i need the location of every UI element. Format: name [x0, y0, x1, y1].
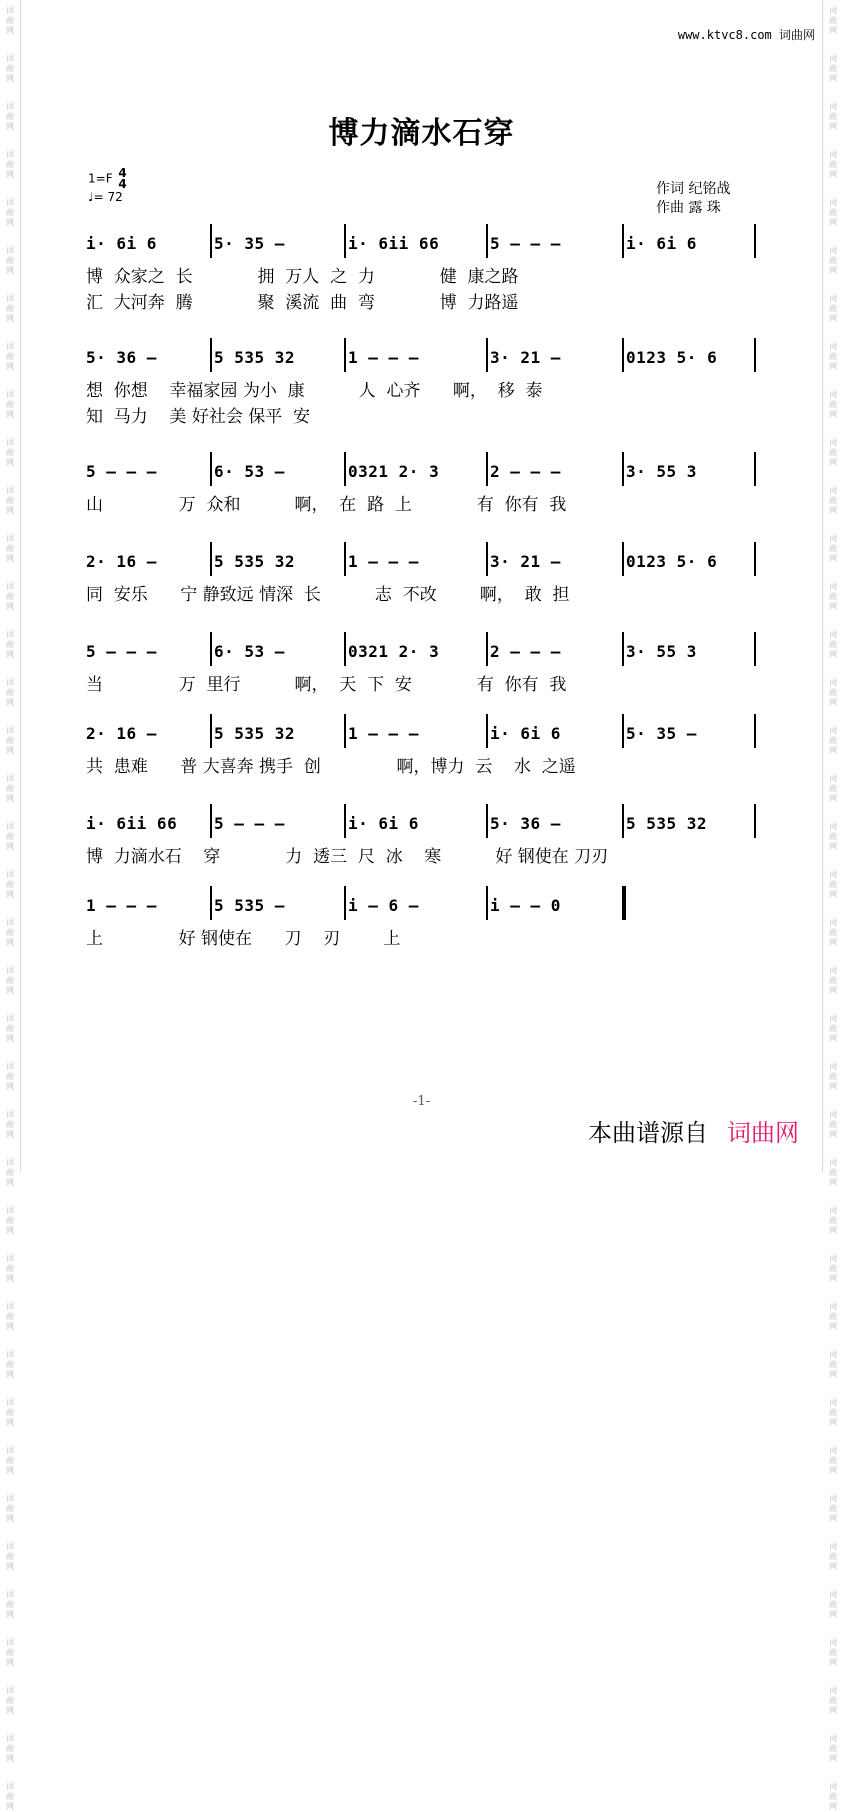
measure: 6· 53 –: [214, 642, 285, 661]
bar-line: [210, 886, 212, 920]
watermark-text: 词曲网: [6, 1398, 14, 1427]
watermark-text: 词曲网: [829, 1542, 837, 1571]
watermark-text: 词曲网: [6, 1734, 14, 1763]
bar-line: [754, 338, 756, 372]
watermark-text: 词曲网: [829, 150, 837, 179]
bar-line: [344, 542, 346, 576]
watermark-text: 词曲网: [829, 342, 837, 371]
watermark-text: 词曲网: [6, 486, 14, 515]
source-label: 本曲谱源自: [588, 1119, 708, 1147]
watermark-text: 词曲网: [6, 1254, 14, 1283]
watermark-text: 词曲网: [6, 918, 14, 947]
watermark-text: 词曲网: [6, 1542, 14, 1571]
lyric-line: 共 患难 普 大喜奔 携手 创 啊，博力 云 水 之遥: [86, 757, 576, 777]
bar-line: [754, 224, 756, 258]
measure: 5 535 –: [214, 896, 285, 915]
watermark-text: 词曲网: [829, 774, 837, 803]
lyric-line: 当 万 里行 啊， 天 下 安 有 你有 我: [86, 675, 567, 695]
bar-line: [210, 542, 212, 576]
watermark-text: 词曲网: [829, 438, 837, 467]
watermark-text: 词曲网: [829, 1686, 837, 1715]
watermark-text: 词曲网: [829, 678, 837, 707]
measure: 0123 5· 6: [626, 348, 718, 367]
watermark-text: 词曲网: [829, 246, 837, 275]
watermark-text: 词曲网: [829, 1782, 837, 1811]
watermark-text: 词曲网: [6, 1206, 14, 1235]
measure: 2 – – –: [490, 462, 561, 481]
watermark-text: 词曲网: [829, 1494, 837, 1523]
time-signature: 4 4: [118, 166, 127, 191]
watermark-text: 词曲网: [829, 822, 837, 851]
watermark-text: 词曲网: [829, 1158, 837, 1187]
measure: 2· 16 –: [86, 724, 157, 743]
bar-line: [486, 452, 488, 486]
lyric-line: 博 力滴水石 穿 力 透三 尺 冰 寒 好 钢使在 刀刃: [86, 847, 609, 867]
lyric-line: 汇 大河奔 腾 聚 溪流 曲 弯 博 力路遥: [86, 293, 519, 313]
watermark-text: 词曲网: [829, 1110, 837, 1139]
bar-line: [210, 452, 212, 486]
watermark-text: 词曲网: [829, 918, 837, 947]
site-url[interactable]: www.ktvc8.com 词曲网: [677, 28, 815, 42]
watermark-text: 词曲网: [829, 1350, 837, 1379]
measure: i – 6 –: [348, 896, 419, 915]
bar-line: [754, 542, 756, 576]
watermark-text: 词曲网: [829, 102, 837, 131]
watermark-text: 词曲网: [6, 774, 14, 803]
notation-line: [86, 342, 766, 372]
notation-line: [86, 808, 766, 838]
watermark-text: 词曲网: [6, 1350, 14, 1379]
measure: 5 – – –: [490, 234, 561, 253]
watermark-text: 词曲网: [829, 534, 837, 563]
watermark-text: 词曲网: [829, 582, 837, 611]
watermark-text: 词曲网: [6, 726, 14, 755]
right-margin-line: [822, 0, 823, 1172]
watermark-text: 词曲网: [829, 1398, 837, 1427]
bar-line: [622, 632, 624, 666]
bar-line: [622, 542, 624, 576]
watermark-text: 词曲网: [6, 534, 14, 563]
bar-line: [344, 632, 346, 666]
bar-line: [754, 452, 756, 486]
measure: 1 – – –: [348, 552, 419, 571]
watermark-text: 词曲网: [6, 1638, 14, 1667]
measure: 5 535 32: [214, 348, 296, 367]
watermark-text: 词曲网: [6, 1494, 14, 1523]
bar-line: [210, 224, 212, 258]
watermark-text: 词曲网: [829, 1254, 837, 1283]
watermark-text: 词曲网: [6, 342, 14, 371]
measure: i – – 0: [490, 896, 561, 915]
tempo-mark: ♩= 72: [88, 190, 123, 204]
watermark-text: 词曲网: [829, 486, 837, 515]
bar-line: [344, 886, 346, 920]
watermark-text: 词曲网: [6, 966, 14, 995]
watermark-text: 词曲网: [6, 1446, 14, 1475]
measure: 5 – – –: [214, 814, 285, 833]
notation-line: [86, 456, 766, 486]
watermark-text: 词曲网: [829, 54, 837, 83]
notation-line: [86, 890, 766, 920]
watermark-text: 词曲网: [829, 966, 837, 995]
bar-line: [344, 804, 346, 838]
measure: 0321 2· 3: [348, 462, 440, 481]
measure: i· 6i 6: [348, 814, 419, 833]
bar-line: [486, 886, 488, 920]
watermark-text: 词曲网: [6, 822, 14, 851]
measure: 3· 55 3: [626, 462, 697, 481]
measure: i· 6i 6: [626, 234, 697, 253]
final-bar-line: [622, 886, 626, 920]
watermark-text: 词曲网: [6, 438, 14, 467]
watermark-text: 词曲网: [829, 1014, 837, 1043]
measure: 2 – – –: [490, 642, 561, 661]
lyric-line: 同 安乐 宁 静致远 情深 长 志 不改 啊， 敢 担: [86, 585, 570, 605]
watermark-text: 词曲网: [6, 1590, 14, 1619]
watermark-text: 词曲网: [6, 54, 14, 83]
watermark-text: 词曲网: [829, 726, 837, 755]
bar-line: [344, 338, 346, 372]
watermark-text: 词曲网: [829, 630, 837, 659]
bar-line: [622, 452, 624, 486]
bar-line: [210, 714, 212, 748]
measure: 5· 36 –: [490, 814, 561, 833]
bar-line: [210, 804, 212, 838]
measure: 3· 21 –: [490, 348, 561, 367]
lyric-line: 想 你想 幸福家园 为小 康 人 心齐 啊， 移 泰: [86, 381, 543, 401]
bar-line: [344, 452, 346, 486]
measure: 5 535 32: [626, 814, 708, 833]
watermark-text: 词曲网: [829, 1206, 837, 1235]
watermark-text: 词曲网: [829, 390, 837, 419]
bar-line: [622, 338, 624, 372]
watermark-text: 词曲网: [6, 294, 14, 323]
watermark-text: 词曲网: [829, 1446, 837, 1475]
watermark-text: 词曲网: [6, 1062, 14, 1091]
key-label: 1=F: [88, 171, 113, 186]
watermark-text: 词曲网: [6, 678, 14, 707]
lyric-line: 山 万 众和 啊， 在 路 上 有 你有 我: [86, 495, 567, 515]
measure: 5 535 32: [214, 552, 296, 571]
measure: 3· 55 3: [626, 642, 697, 661]
watermark-text: 词曲网: [829, 1062, 837, 1091]
bar-line: [210, 338, 212, 372]
notation-line: [86, 636, 766, 666]
measure: 6· 53 –: [214, 462, 285, 481]
measure: 5 – – –: [86, 642, 157, 661]
left-watermark: [3, 0, 17, 1811]
bar-line: [486, 632, 488, 666]
bar-line: [344, 714, 346, 748]
measure: i· 6i 6: [86, 234, 157, 253]
measure: 0321 2· 3: [348, 642, 440, 661]
credits: [656, 180, 730, 218]
watermark-text: 词曲网: [829, 1734, 837, 1763]
bar-line: [754, 714, 756, 748]
key-signature: [88, 168, 127, 205]
measure: 1 – – –: [348, 348, 419, 367]
lyric-line: 上 好 钢使在 刀 刃 上: [86, 929, 401, 949]
measure: 3· 21 –: [490, 552, 561, 571]
watermark-text: 词曲网: [829, 1638, 837, 1667]
measure: 2· 16 –: [86, 552, 157, 571]
watermark-text: 词曲网: [6, 1686, 14, 1715]
bar-line: [622, 224, 624, 258]
bar-line: [210, 632, 212, 666]
right-watermark: [826, 0, 840, 1811]
bar-line: [754, 632, 756, 666]
measure: 5 535 32: [214, 724, 296, 743]
bar-line: [486, 224, 488, 258]
song-title: 博力滴水石穿: [328, 116, 515, 151]
watermark-text: 词曲网: [829, 1302, 837, 1331]
bar-line: [622, 714, 624, 748]
watermark-text: 词曲网: [829, 870, 837, 899]
notation-line: [86, 718, 766, 748]
bar-line: [622, 804, 624, 838]
watermark-text: 词曲网: [6, 246, 14, 275]
lyric-line: 知 马力 美 好社会 保平 安: [86, 407, 311, 427]
watermark-text: 词曲网: [6, 1158, 14, 1187]
bar-line: [344, 224, 346, 258]
measure: i· 6i 6: [490, 724, 561, 743]
watermark-text: 词曲网: [829, 6, 837, 35]
measure: 5· 35 –: [626, 724, 697, 743]
source-brand[interactable]: 词曲网: [727, 1119, 799, 1147]
watermark-text: 词曲网: [6, 102, 14, 131]
watermark-text: 词曲网: [829, 198, 837, 227]
left-margin-line: [20, 0, 21, 1172]
measure: 1 – – –: [86, 896, 157, 915]
measure: 5· 36 –: [86, 348, 157, 367]
watermark-text: 词曲网: [6, 1110, 14, 1139]
bar-line: [486, 714, 488, 748]
measure: i· 6ii 66: [348, 234, 440, 253]
watermark-text: 词曲网: [6, 1302, 14, 1331]
lyricist-credit: 作词 纪铭战: [656, 181, 731, 197]
watermark-text: 词曲网: [6, 1782, 14, 1811]
measure: 0123 5· 6: [626, 552, 718, 571]
measure: 5· 35 –: [214, 234, 285, 253]
bar-line: [754, 804, 756, 838]
lyric-line: 博 众家之 长 拥 万人 之 力 健 康之路: [86, 267, 519, 287]
watermark-text: 词曲网: [829, 1590, 837, 1619]
watermark-text: 词曲网: [6, 870, 14, 899]
watermark-text: 词曲网: [6, 6, 14, 35]
watermark-text: 词曲网: [6, 150, 14, 179]
bar-line: [486, 804, 488, 838]
bar-line: [486, 542, 488, 576]
watermark-text: 词曲网: [6, 582, 14, 611]
measure: i· 6ii 66: [86, 814, 178, 833]
measure: 5 – – –: [86, 462, 157, 481]
page-number: -1-: [412, 1094, 431, 1109]
watermark-text: 词曲网: [829, 294, 837, 323]
notation-line: [86, 228, 766, 258]
watermark-text: 词曲网: [6, 198, 14, 227]
watermark-text: 词曲网: [6, 1014, 14, 1043]
notation-line: [86, 546, 766, 576]
bar-line: [486, 338, 488, 372]
watermark-text: 词曲网: [6, 630, 14, 659]
composer-credit: 作曲 露 珠: [656, 200, 721, 216]
measure: 1 – – –: [348, 724, 419, 743]
watermark-text: 词曲网: [6, 390, 14, 419]
